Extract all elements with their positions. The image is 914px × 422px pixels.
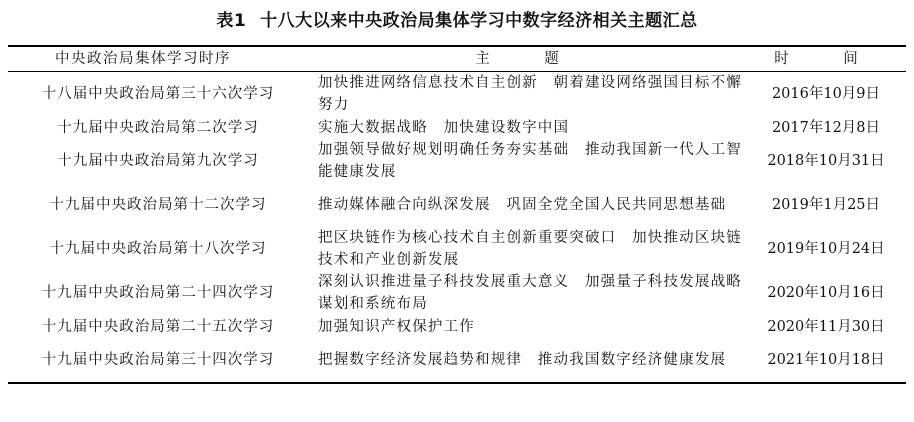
table-row <box>8 271 906 315</box>
table-row <box>8 139 906 183</box>
session-cell: 十九届中央政治局第十二次学习 <box>49 197 267 213</box>
date-cell: 2019年10月24日 <box>767 241 885 257</box>
theme-cell: 推动媒体融合向纵深发展 巩固全党全国人民共同思想基础 <box>318 197 727 213</box>
date-cell: 2017年12月8日 <box>771 119 881 136</box>
date-cell: 2020年10月16日 <box>767 285 885 301</box>
theme-cell: 把握数字经济发展趋势和规律 推动我国数字经济健康发展 <box>318 352 727 368</box>
header-theme: 主 题 <box>475 51 579 67</box>
table-row <box>8 338 906 383</box>
theme-cell: 加强知识产权保护工作 <box>318 318 475 335</box>
date-cell: 2020年11月30日 <box>767 318 885 335</box>
theme-cell: 深刻认识推进量子科技发展重大意义 加强量子科技发展战略谋划和系统布局 <box>318 274 742 312</box>
table-label: 表1 <box>216 11 247 31</box>
table-row <box>8 116 906 139</box>
session-cell: 十八届中央政治局第三十六次学习 <box>41 86 275 102</box>
theme-cell: 把区块链作为核心技术自主创新重要突破口 加快推动区块链技术和产业创新发展 <box>318 230 742 268</box>
header-session: 中央政治局集体学习时序 <box>55 51 231 67</box>
table-row <box>8 72 906 117</box>
table-row <box>8 183 906 227</box>
session-cell: 十九届中央政治局第十八次学习 <box>49 241 267 257</box>
table-caption <box>0 8 914 34</box>
table-row <box>8 315 906 338</box>
theme-cell: 实施大数据战略 加快建设数字中国 <box>318 119 570 136</box>
session-cell: 十九届中央政治局第二十五次学习 <box>41 318 275 335</box>
session-cell: 十九届中央政治局第二十四次学习 <box>41 285 275 301</box>
table-title: 十八大以来中央政治局集体学习中数字经济相关主题汇总 <box>260 11 698 31</box>
table-header-row <box>8 46 906 72</box>
table-row <box>8 227 906 271</box>
session-cell: 十九届中央政治局第二次学习 <box>57 119 259 136</box>
table-body <box>8 72 906 384</box>
session-cell: 十九届中央政治局第九次学习 <box>57 153 259 169</box>
theme-cell: 加快推进网络信息技术自主创新 朝着建设网络强国目标不懈努力 <box>318 75 742 113</box>
theme-cell: 加强领导做好规划明确任务夯实基础 推动我国新一代人工智能健康发展 <box>318 142 742 180</box>
date-cell: 2019年1月25日 <box>771 197 881 213</box>
summary-table <box>8 45 906 384</box>
session-cell: 十九届中央政治局第三十四次学习 <box>41 352 275 368</box>
date-cell: 2021年10月18日 <box>767 352 885 368</box>
date-cell: 2018年10月31日 <box>767 153 885 169</box>
date-cell: 2016年10月9日 <box>771 86 881 102</box>
header-date: 时 间 <box>774 51 878 67</box>
